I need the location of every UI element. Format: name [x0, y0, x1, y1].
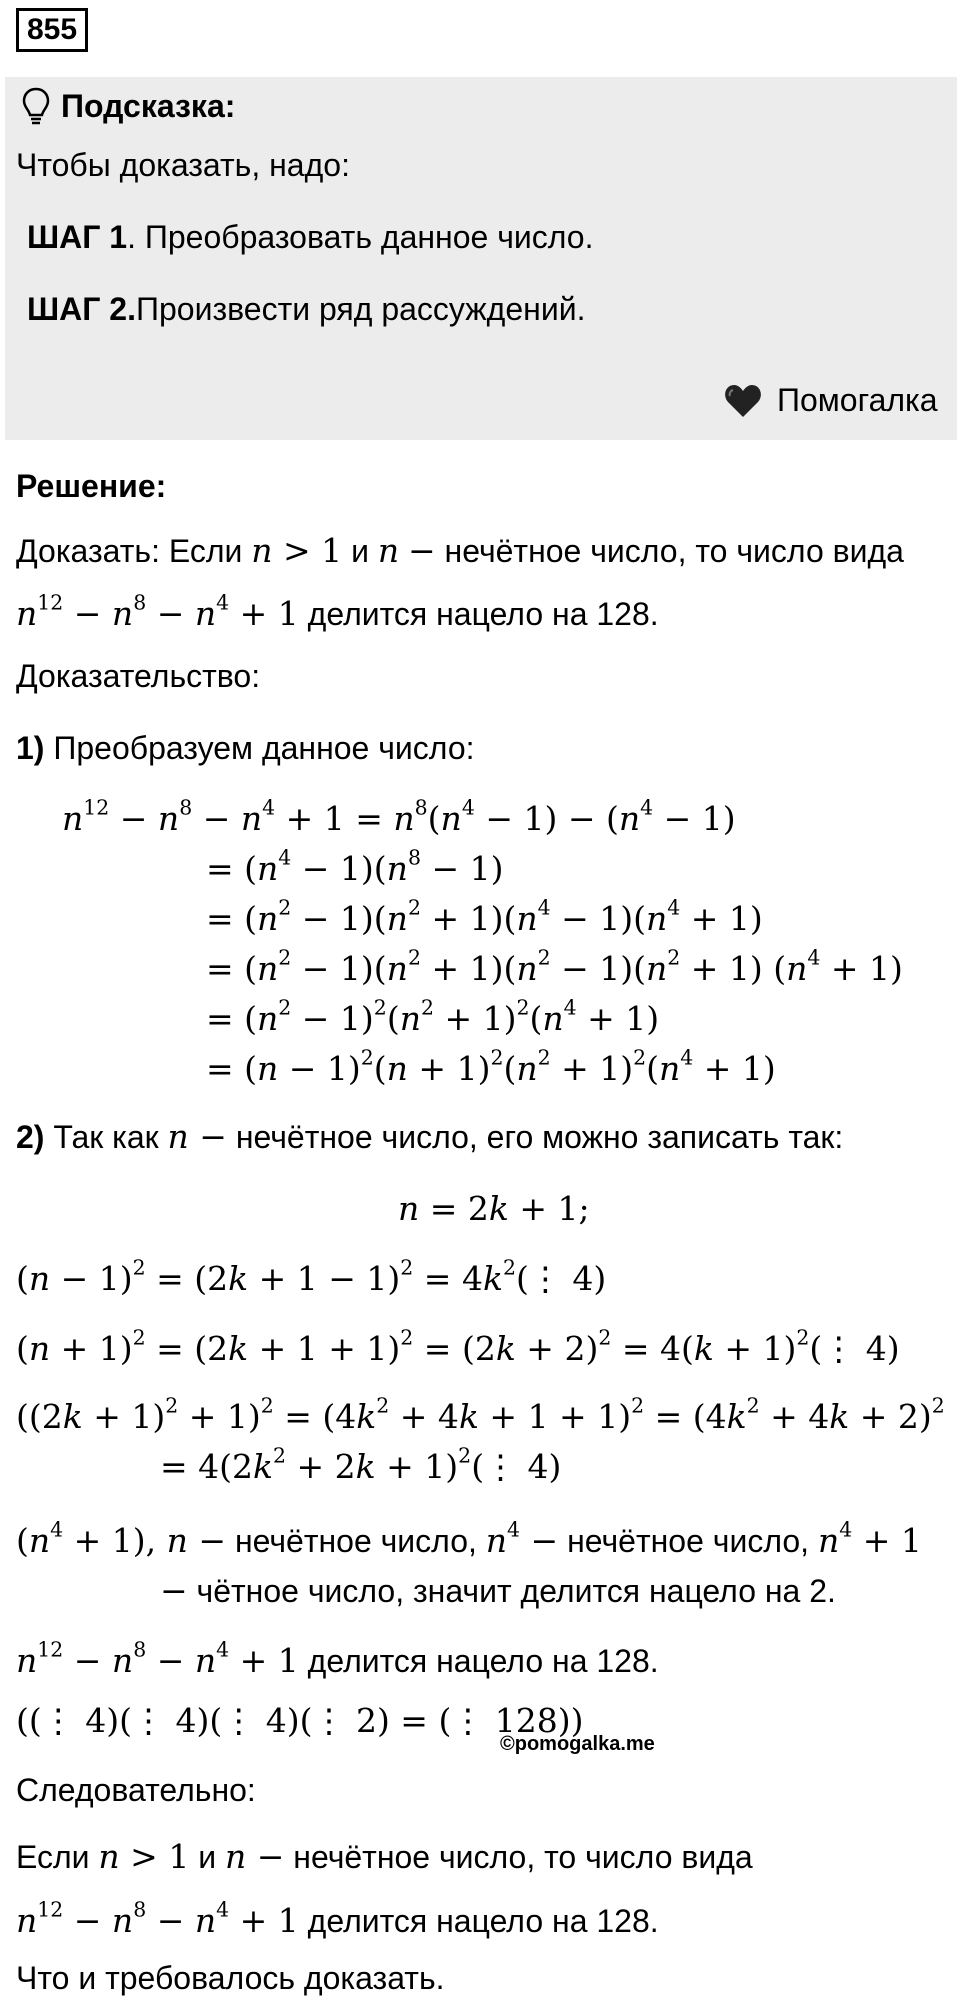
factor-3-line-2: = $4(2k^2 + 2k$ + $1)^2(⋮$ 4) — [160, 1443, 562, 1486]
brand-label: Помогалка — [777, 382, 938, 418]
solution-heading: Решение: — [16, 468, 167, 504]
conclusion-mid: нечётное число, то число вида — [293, 1839, 753, 1875]
equation-line-5: = $(n^2 - 1)^2(n^2 + 1)^2(n^4 + 1)$ — [206, 995, 660, 1038]
hint-step-2 — [27, 289, 585, 329]
factor-3-line-1: $((2k + 1)^2 + 1)^2 = (4k^2 + 4k + 1 + 1)^2 = (4k^2 + 4k + 2)^2$ — [16, 1393, 945, 1436]
step-2-number: 2) — [16, 1119, 45, 1155]
equation-line-3: = $(n^2 - 1)(n^2 + 1)(n^4 - 1)(n^4 + 1)$ — [206, 895, 763, 938]
statement-dash: − — [407, 531, 436, 570]
therefore-label: Следовательно: — [16, 1772, 256, 1808]
conclusion-line-1: Если n > 1 и n − нечётное число, то число вида — [16, 1837, 753, 1876]
statement-line-2: $n^{12} - n^8 - n^4 + 1$ делится нацело на 128. — [16, 590, 659, 633]
statement-tail: делится нацело на 128. — [307, 596, 659, 632]
step-1-text: Преобразуем данное число: — [53, 730, 475, 766]
statement-line-1: Доказать: Если n > 1 и n − нечётное число, то число вида — [16, 531, 904, 570]
equation-line-2: = $(n^4 - 1)(n^8 - 1)$ — [206, 845, 504, 888]
conclusion-tail: делится нацело на 128. — [307, 1903, 659, 1939]
equation-line-1: $n^{12} - n^8 - n^4 + 1 = n^8(n^4 - 1) - (n^4 - 1)$ — [62, 795, 736, 838]
hint-step-1-label: ШАГ 1 — [27, 219, 128, 255]
parity-line-2: − чётное число, значит делится нацело на 2. — [160, 1571, 836, 1610]
equation-line-6: = $(n - 1)^2(n + 1)^2(n^2 + 1)^2(n^4 + 1)$ — [206, 1045, 776, 1088]
parity-b: нечётное число, — [567, 1523, 810, 1559]
heart-icon — [723, 383, 763, 424]
lightbulb-icon — [21, 87, 51, 132]
hint-box — [5, 77, 957, 440]
parity-a: нечётное число, — [234, 1523, 477, 1559]
step-2-text-b: нечётное число, его можно записать так: — [235, 1119, 844, 1155]
parity-line-1: $(n^4 + 1)$, n − нечётное число, $n^4$ − нечётное число, $n^4 + 1$ — [16, 1517, 922, 1560]
hint-step-1-text: . Преобразовать данное число. — [127, 219, 594, 255]
step-1-number: 1) — [16, 730, 45, 766]
qed-line: Что и требовалось доказать. — [16, 1960, 445, 1996]
conclusion-line-2: $n^{12} - n^8 - n^4 + 1$ делится нацело на 128. — [16, 1897, 659, 1940]
statement-prefix: Доказать: Если — [16, 533, 243, 569]
problem-number: 855 — [16, 8, 88, 52]
step-2-text-a: Так как — [53, 1119, 159, 1155]
step-2: 2) Так как n − нечётное число, его можно записать так: — [16, 1117, 844, 1156]
divisible-text: делится нацело на 128. — [307, 1643, 659, 1679]
odd-form: n = 2k + 1; — [398, 1189, 590, 1228]
divisibility-product: ((⋮ 4)(⋮ 4)(⋮ 4)(⋮ 2) = (⋮ 128)) — [16, 1701, 584, 1740]
proof-label: Доказательство: — [16, 658, 261, 694]
statement-and: и — [351, 533, 369, 569]
watermark: ©pomogalka.me — [500, 1733, 655, 1755]
factor-1: $(n - 1)^2 = (2k + 1 - 1)^2$ = $4k^2(⋮$ 4) — [16, 1255, 607, 1298]
parity-c: чётное число, значит делится нацело на 2. — [196, 1573, 836, 1609]
hint-step-2-text: Произвести ряд рассуждений. — [135, 291, 586, 327]
step-1 — [16, 728, 475, 768]
hint-title: Подсказка: — [61, 88, 236, 124]
factor-2: $(n + 1)^2 = (2k + 1 + 1)^2 = (2k + 2)^2 = 4(k$ + $1)^2(⋮$ 4) — [16, 1325, 900, 1368]
equation-line-4: = $(n^2 - 1)(n^2 + 1)(n^2 - 1)(n^2 + 1) (n^4 + 1)$ — [206, 945, 903, 988]
hint-intro: Чтобы доказать, надо: — [16, 147, 350, 183]
conclusion-prefix: Если — [16, 1839, 90, 1875]
conclusion-and: и — [198, 1839, 217, 1875]
hint-step-2-label: ШАГ 2. — [27, 291, 136, 327]
hint-step-1 — [27, 217, 593, 257]
divisible-line: $n^{12} - n^8 - n^4 + 1$ делится нацело на 128. — [16, 1637, 659, 1680]
statement-mid: нечётное число, то число вида — [444, 533, 904, 569]
